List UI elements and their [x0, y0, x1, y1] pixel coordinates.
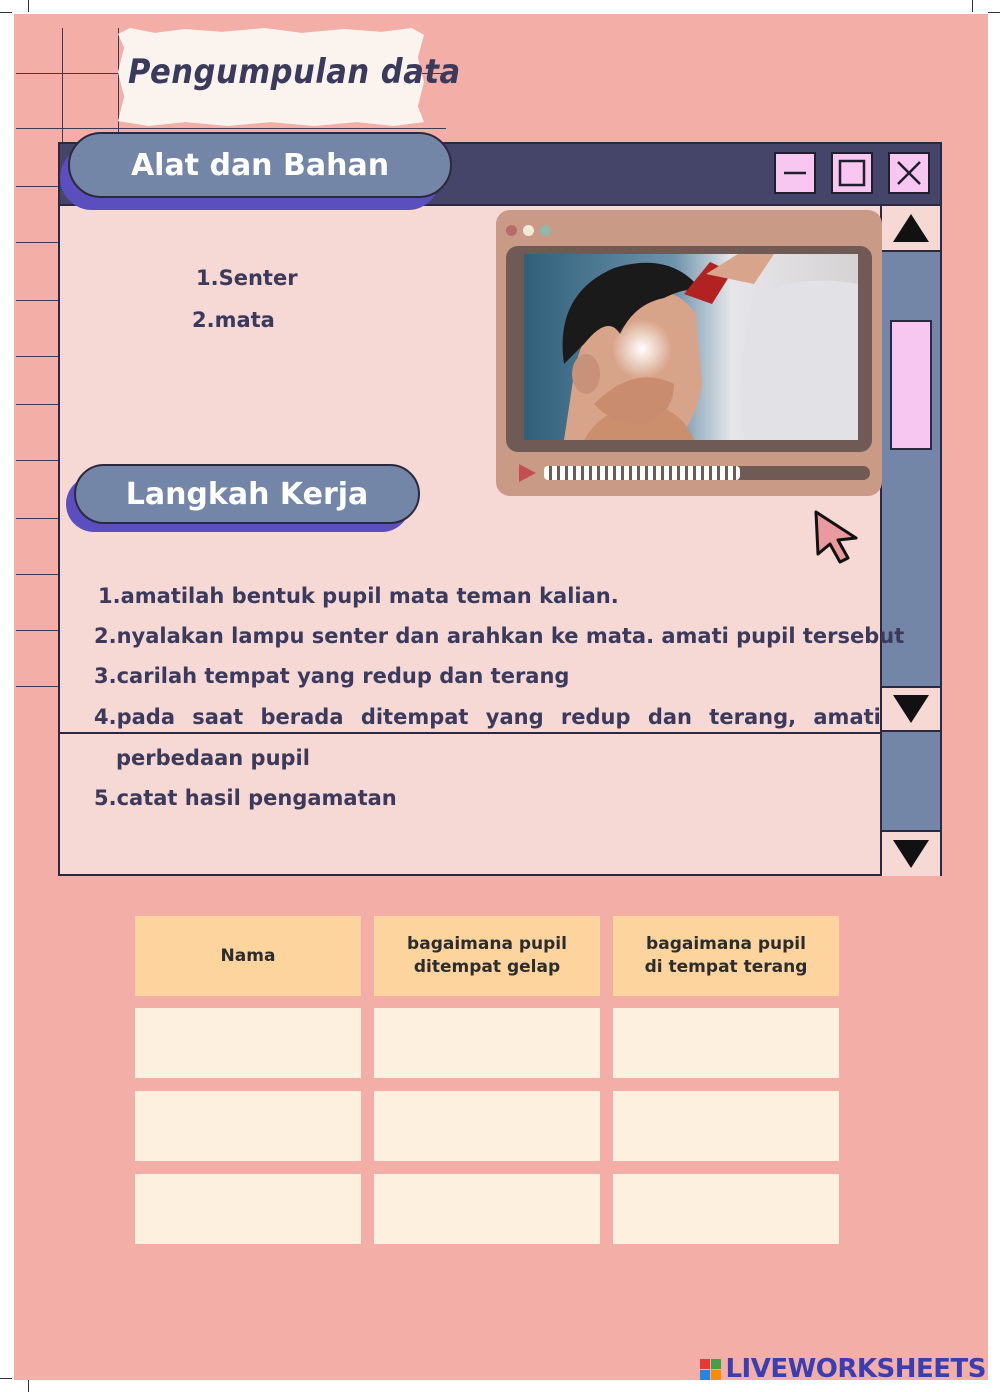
eye-exam-photo	[524, 254, 858, 440]
step-text: carilah tempat yang redup dan terang	[116, 664, 570, 688]
table-cell-input[interactable]	[613, 1091, 839, 1161]
step-text: nyalakan lampu senter dan arahkan ke mata. amati pupil tersebut	[116, 624, 905, 648]
table-cell-input[interactable]	[613, 1174, 839, 1244]
eye-exam-illustration	[524, 254, 858, 440]
crop-mark	[28, 1380, 29, 1392]
list-item-material	[196, 266, 298, 290]
close-icon	[894, 158, 924, 188]
step-text: catat hasil pengamatan	[116, 786, 397, 810]
step-number: 5.	[94, 786, 117, 810]
table-cell-input[interactable]	[374, 1008, 600, 1078]
step-item	[98, 584, 619, 608]
list-number: 1.	[196, 266, 219, 290]
close-button[interactable]	[888, 152, 930, 194]
maximize-button[interactable]	[831, 152, 873, 194]
crop-mark	[28, 0, 29, 12]
section-title-langkah-kerja: Langkah Kerja	[74, 464, 420, 524]
scroll-thumb[interactable]	[890, 320, 932, 450]
step-text: amatilah bentuk pupil mata teman kalian.	[120, 584, 619, 608]
liveworksheets-logo[interactable]	[700, 1354, 986, 1384]
section-divider	[60, 732, 880, 734]
table-cell-input[interactable]	[613, 1008, 839, 1078]
section-title-alat-bahan: Alat dan Bahan	[68, 132, 452, 198]
window-dot-red	[506, 225, 517, 236]
crop-mark	[0, 1378, 12, 1379]
table-header-cell: bagaimana pupil ditempat gelap	[374, 916, 600, 996]
table-cell-input[interactable]	[374, 1174, 600, 1244]
window-dot-green	[540, 225, 551, 236]
step-number: 3.	[94, 664, 117, 688]
triangle-down-icon	[891, 838, 931, 870]
minimize-icon	[780, 158, 810, 188]
table-cell-input[interactable]	[135, 1008, 361, 1078]
progress-bar[interactable]	[544, 466, 870, 480]
step-item	[94, 705, 881, 729]
step-item	[94, 786, 397, 810]
step-number: 4.	[94, 705, 117, 729]
player-screen	[506, 246, 872, 452]
material-label: mata	[214, 308, 275, 332]
minimize-button[interactable]	[774, 152, 816, 194]
table-cell-input[interactable]	[374, 1091, 600, 1161]
step-number: 1.	[98, 584, 121, 608]
play-icon[interactable]	[516, 462, 538, 484]
table-header-cell: Nama	[135, 916, 361, 996]
step-continuation: perbedaan pupil	[116, 746, 310, 770]
window-dot-cream	[523, 225, 534, 236]
step-number: 2.	[94, 624, 117, 648]
crop-mark	[0, 12, 12, 13]
step-item	[94, 624, 904, 648]
maximize-icon	[837, 158, 867, 188]
crop-mark	[972, 0, 973, 12]
material-label: Senter	[218, 266, 298, 290]
step-item	[94, 664, 569, 688]
table-header-cell: bagaimana pupil di tempat terang	[613, 916, 839, 996]
scroll-up-button[interactable]	[882, 206, 940, 252]
list-item-material	[192, 308, 275, 332]
media-player	[496, 210, 882, 496]
scroll-down-button[interactable]	[882, 686, 940, 732]
list-number: 2.	[192, 308, 215, 332]
table-cell-input[interactable]	[135, 1091, 361, 1161]
triangle-down-icon	[891, 693, 931, 725]
brand-text: LIVEWORKSHEETS	[725, 1354, 986, 1384]
pointer-cursor-icon	[810, 508, 862, 564]
crop-mark	[988, 12, 1000, 13]
scrollbar[interactable]	[880, 206, 940, 874]
page-title: Pengumpulan data	[128, 52, 461, 92]
table-cell-input[interactable]	[135, 1174, 361, 1244]
liveworksheets-logo-icon	[700, 1359, 721, 1380]
progress-fill	[544, 466, 740, 480]
triangle-up-icon	[891, 212, 931, 244]
step-text: pada saat berada ditempat yang redup dan terang, amati	[116, 705, 881, 729]
scroll-down-button-lower[interactable]	[882, 830, 940, 876]
